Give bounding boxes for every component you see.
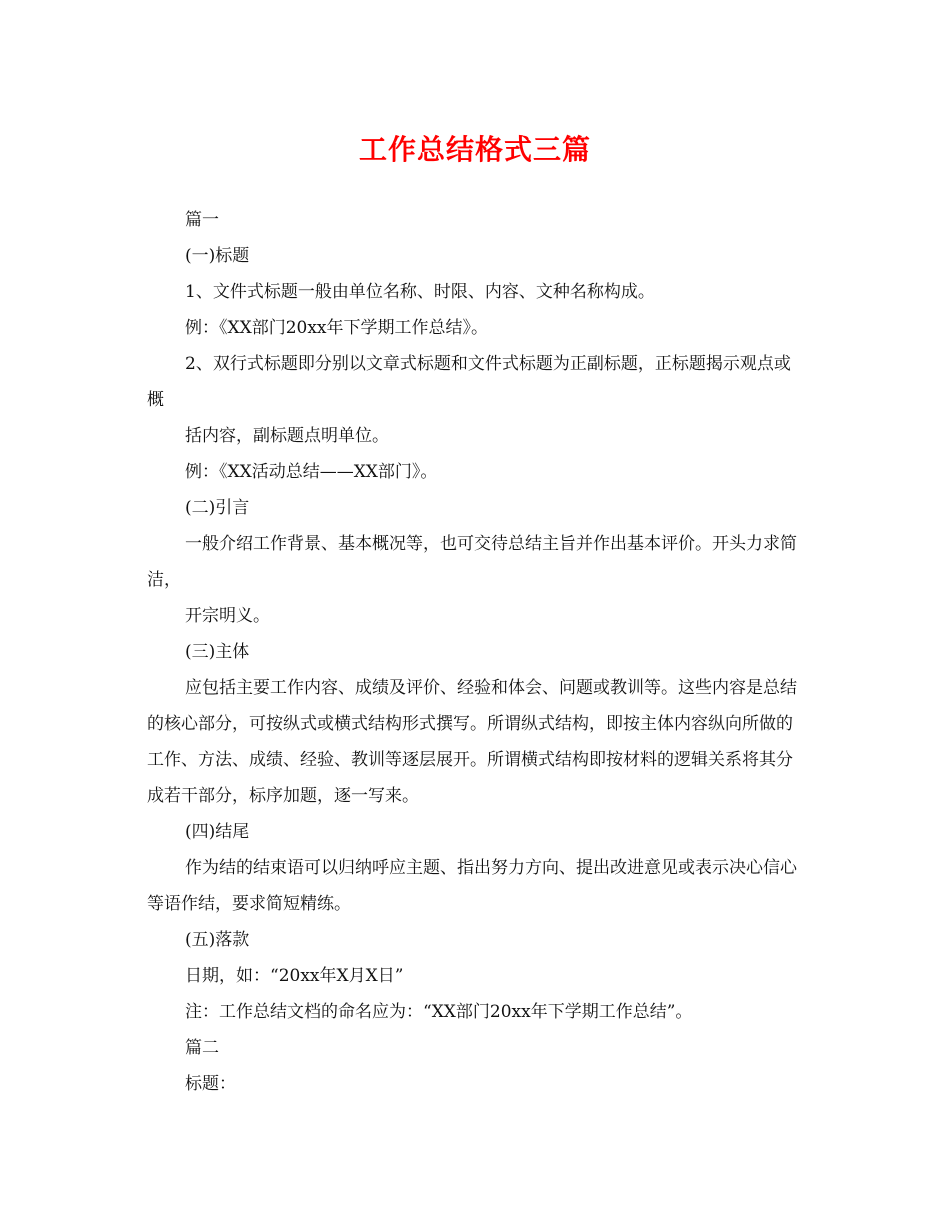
example-line: 例：《XX活动总结——XX部门》。 [185,462,438,482]
document-body [147,202,803,1102]
subsection-heading: (三)主体 [185,642,250,662]
paragraph: 1、文件式标题一般由单位名称、时限、内容、文种名称构成。 [185,282,655,302]
subsection-heading: 标题： [185,1074,236,1094]
paragraph: 日期，如：“20xx年X月X日” [185,966,404,986]
paragraph: 作为结的结束语可以归纳呼应主题、指出努力方向、提出改进意见或表示决心信心等语作结，要求简短精练。 [147,858,797,914]
subsection-heading: (二)引言 [185,498,250,518]
subsection-heading: (四)结尾 [185,822,250,842]
section-heading: 篇一 [185,210,219,230]
paragraph: 应包括主要工作内容、成绩及评价、经验和体会、问题或教训等。这些内容是总结的核心部分，可按纵式或横式结构形式撰写。所谓纵式结构，即按主体内容纵向所做的工作、方法、成绩、经验、教训等逐层展开。所谓横式结构即按材料的逻辑关系将其分成若干部分，标序加题，逐一写来。 [147,678,797,806]
example-line: 例：《XX部门20xx年下学期工作总结》。 [185,318,489,338]
note-line: 注：工作总结文档的命名应为：“XX部门20xx年下学期工作总结”。 [185,1002,693,1022]
paragraph: 2、双行式标题即分别以文章式标题和文件式标题为正副标题，正标题揭示观点或概 [147,354,791,410]
paragraph: 一般介绍工作背景、基本概况等，也可交待总结主旨并作出基本评价。开头力求简洁， [147,534,797,590]
subsection-heading: (一)标题 [185,246,250,266]
paragraph: 括内容，副标题点明单位。 [185,426,389,446]
section-heading: 篇二 [185,1038,219,1058]
paragraph: 开宗明义。 [185,606,270,626]
subsection-heading: (五)落款 [185,930,250,950]
document-title: 工作总结格式三篇 [358,133,591,166]
